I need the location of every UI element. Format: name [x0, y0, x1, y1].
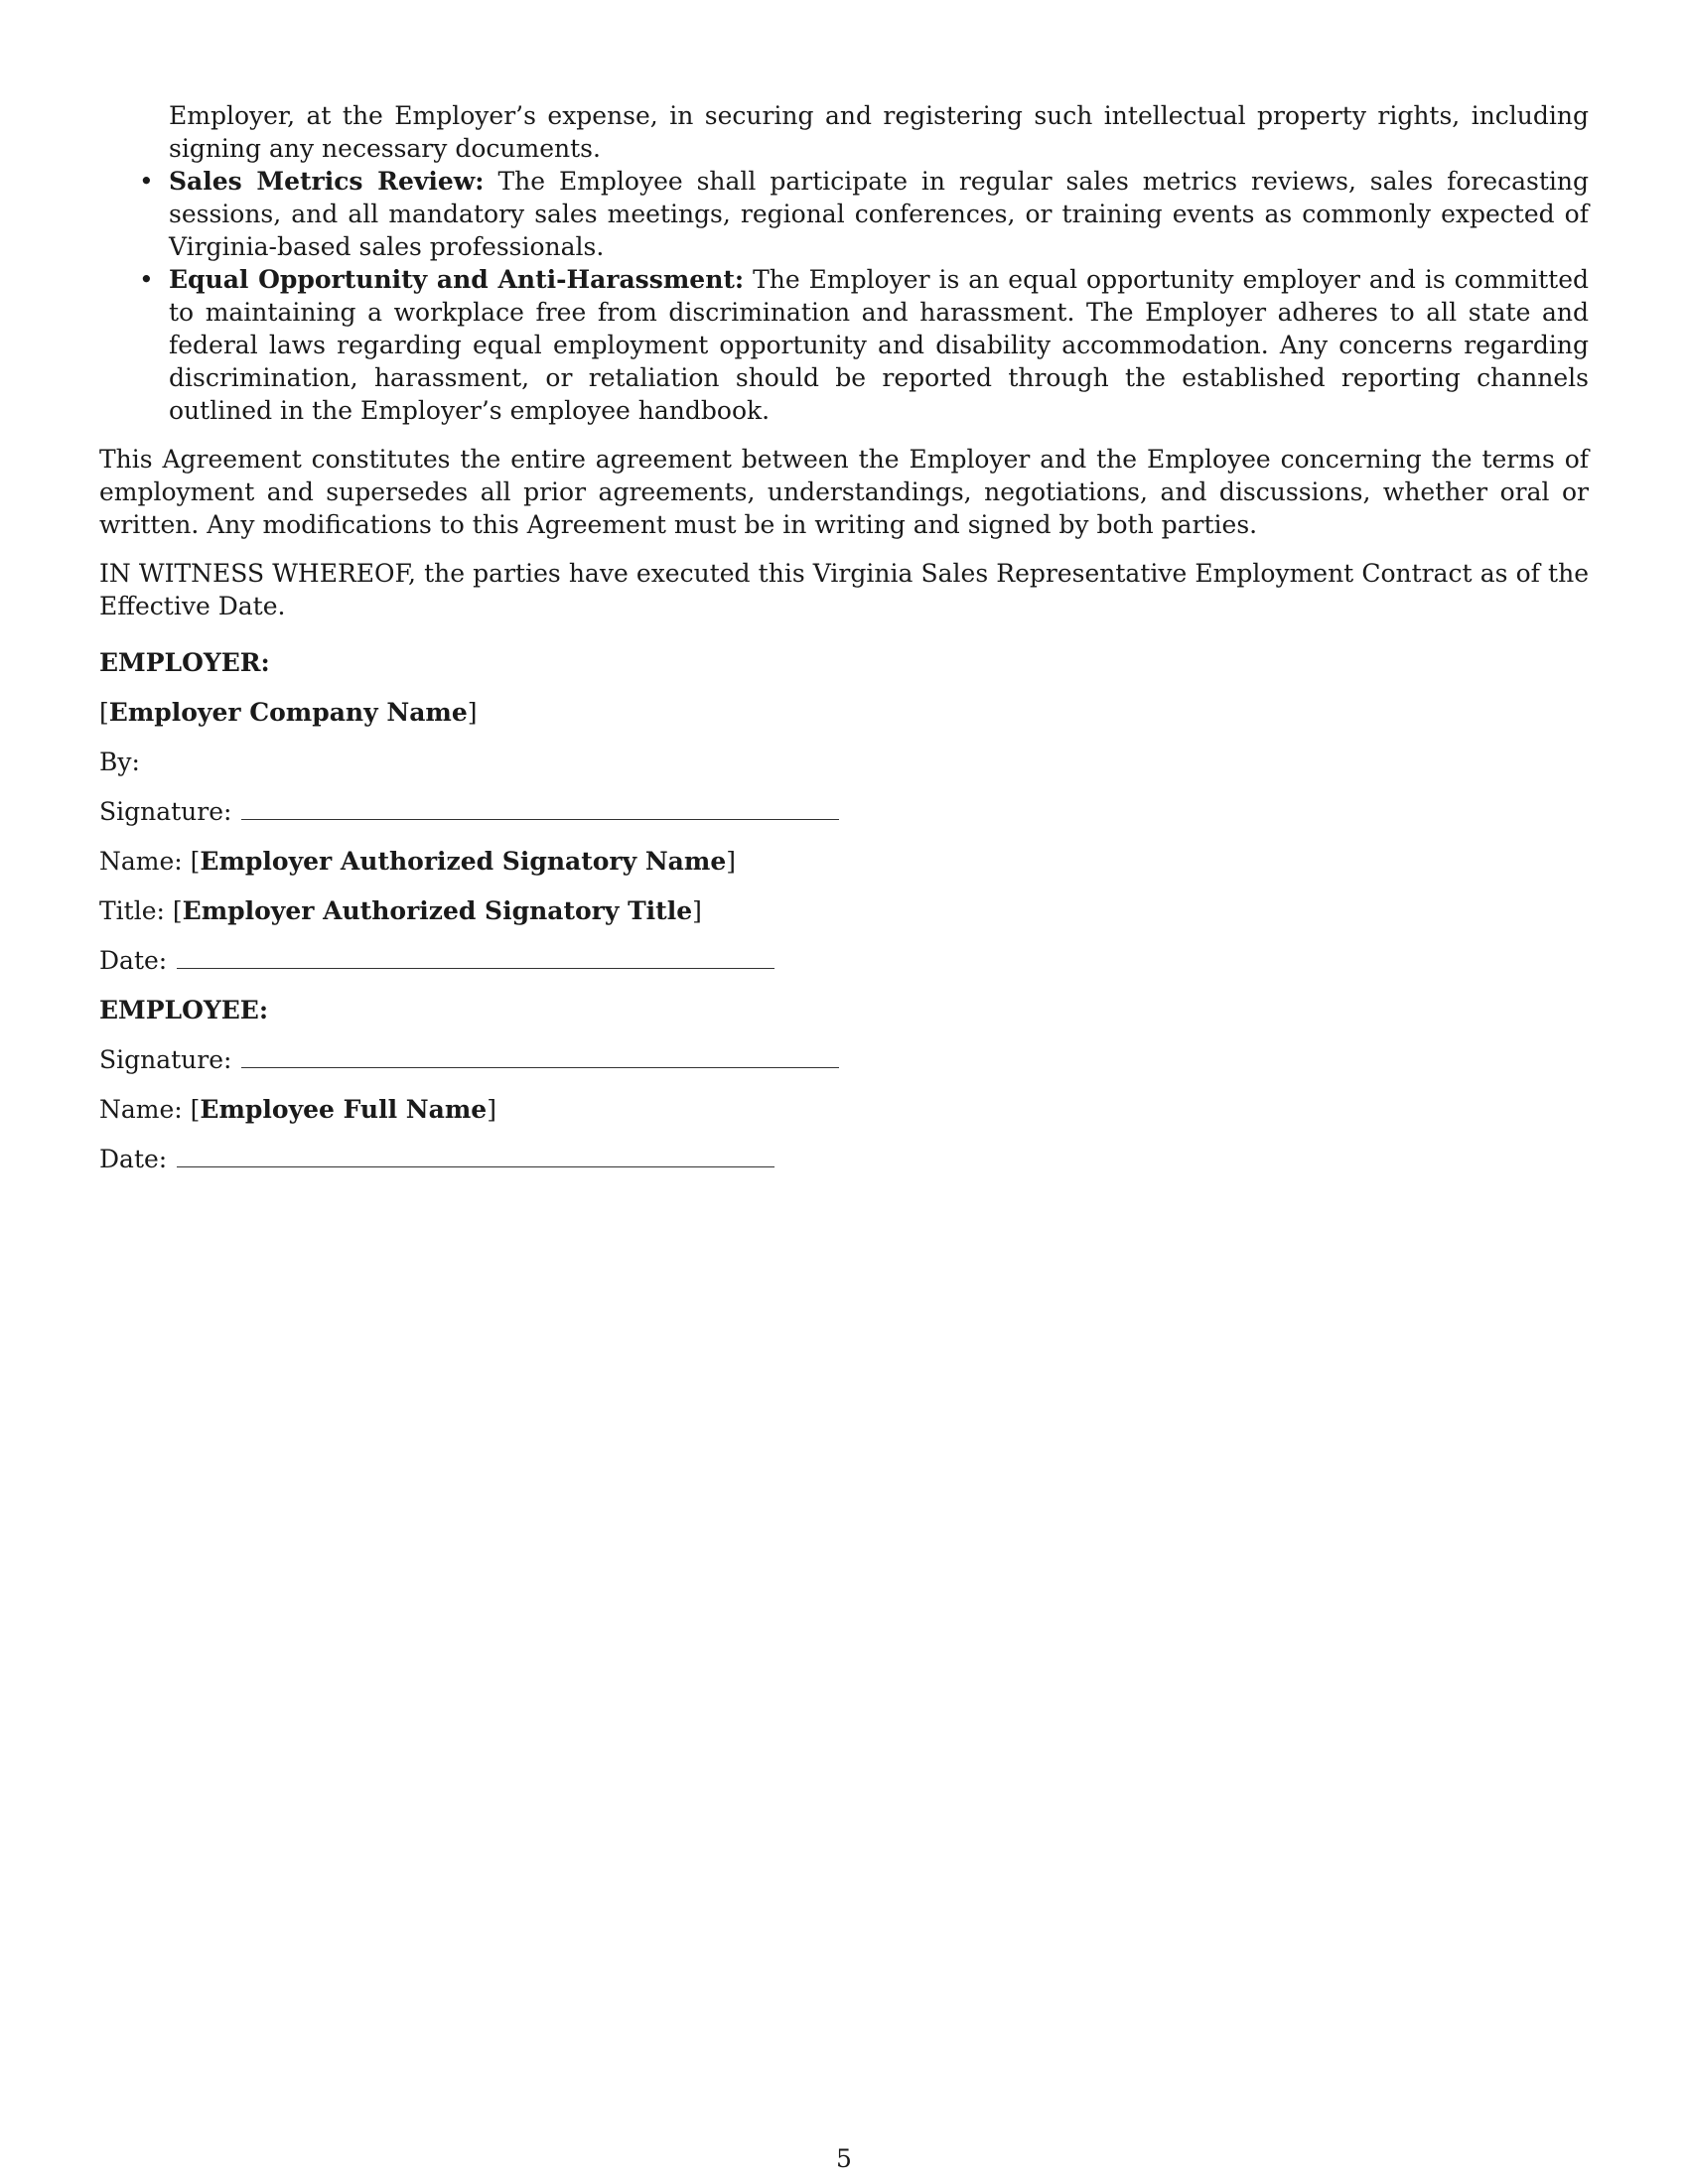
- employer-heading: EMPLOYER:: [99, 648, 270, 677]
- employee-name-line: [99, 1085, 1589, 1135]
- witness-paragraph: IN WITNESS WHEREOF, the parties have executed this Virginia Sales Representative Employment Contract as of the Effective Date.: [99, 559, 1589, 620]
- date-field[interactable]: [177, 1165, 774, 1167]
- date-label: Date:: [99, 1145, 168, 1173]
- signature-label: Signature:: [99, 797, 232, 826]
- list-item: [99, 165, 1589, 263]
- bullet-list: [99, 165, 1589, 427]
- date-field[interactable]: [177, 967, 774, 969]
- bracket-close: ]: [692, 896, 702, 925]
- employer-signatory-title: Employer Authorized Signatory Title: [182, 896, 693, 925]
- employer-by-label: By:: [99, 748, 140, 776]
- bracket-open: [: [99, 698, 109, 727]
- employee-signature-block: [99, 986, 1589, 1184]
- bullet-lead: Equal Opportunity and Anti-Harassment:: [169, 265, 745, 294]
- employee-signature-line: [99, 1035, 1589, 1085]
- page-number: 5: [836, 2144, 852, 2173]
- name-label: Name: [: [99, 1095, 201, 1124]
- employer-name-line: [99, 837, 1589, 887]
- continuation-text: Employer, at the Employer’s expense, in securing and registering such intellectual property rights, including signing any necessary documents.: [169, 101, 1589, 163]
- bracket-close: ]: [726, 847, 737, 876]
- bullet-lead: Sales Metrics Review:: [169, 167, 485, 196]
- employer-title-line: [99, 887, 1589, 936]
- employer-signature-line: [99, 787, 1589, 837]
- entire-agreement-paragraph: This Agreement constitutes the entire agreement between the Employer and the Employee concerning the terms of employment and supersedes all prior agreements, understandings, negotiations, and discussions, whether oral or written. Any modifications to this Agreement must be in writing and signed by both parties.: [99, 445, 1589, 539]
- bracket-close: ]: [487, 1095, 496, 1124]
- employee-date-line: [99, 1135, 1589, 1184]
- employer-date-line: [99, 936, 1589, 986]
- list-item: [99, 263, 1589, 427]
- signature-field[interactable]: [241, 1066, 839, 1068]
- employee-heading: EMPLOYEE:: [99, 996, 269, 1024]
- bullet-text: The Employer is an equal opportunity employer and is committed to maintaining a workplace free from discrimination and harassment. The Employer adheres to all state and federal laws regarding equal employment opportunity and disability accommodation. Any concerns regarding discrimination, harassment, or retaliation should be reported through the established reporting channels outlined in the Employer’s employee handbook.: [169, 265, 1590, 425]
- employer-signatory-name: Employer Authorized Signatory Name: [200, 847, 727, 876]
- signature-label: Signature:: [99, 1045, 232, 1074]
- bullet-icon: •: [139, 265, 154, 294]
- contract-page: [99, 99, 1589, 1184]
- title-label: Title: [: [99, 896, 183, 925]
- name-label: Name: [: [99, 847, 201, 876]
- bullet-text: The Employee shall participate in regular sales metrics reviews, sales forecasting sessions, and all mandatory sales meetings, regional conferences, or training events as commonly expected of Virginia-based sales professionals.: [169, 167, 1590, 261]
- bracket-close: ]: [467, 698, 478, 727]
- employer-company-name: Employer Company Name: [108, 698, 468, 727]
- employer-signature-block: [99, 638, 1589, 986]
- employee-full-name: Employee Full Name: [200, 1095, 488, 1124]
- date-label: Date:: [99, 946, 168, 975]
- bullet-icon: •: [139, 167, 154, 196]
- employer-company-line: [99, 688, 1589, 738]
- signature-field[interactable]: [241, 818, 839, 820]
